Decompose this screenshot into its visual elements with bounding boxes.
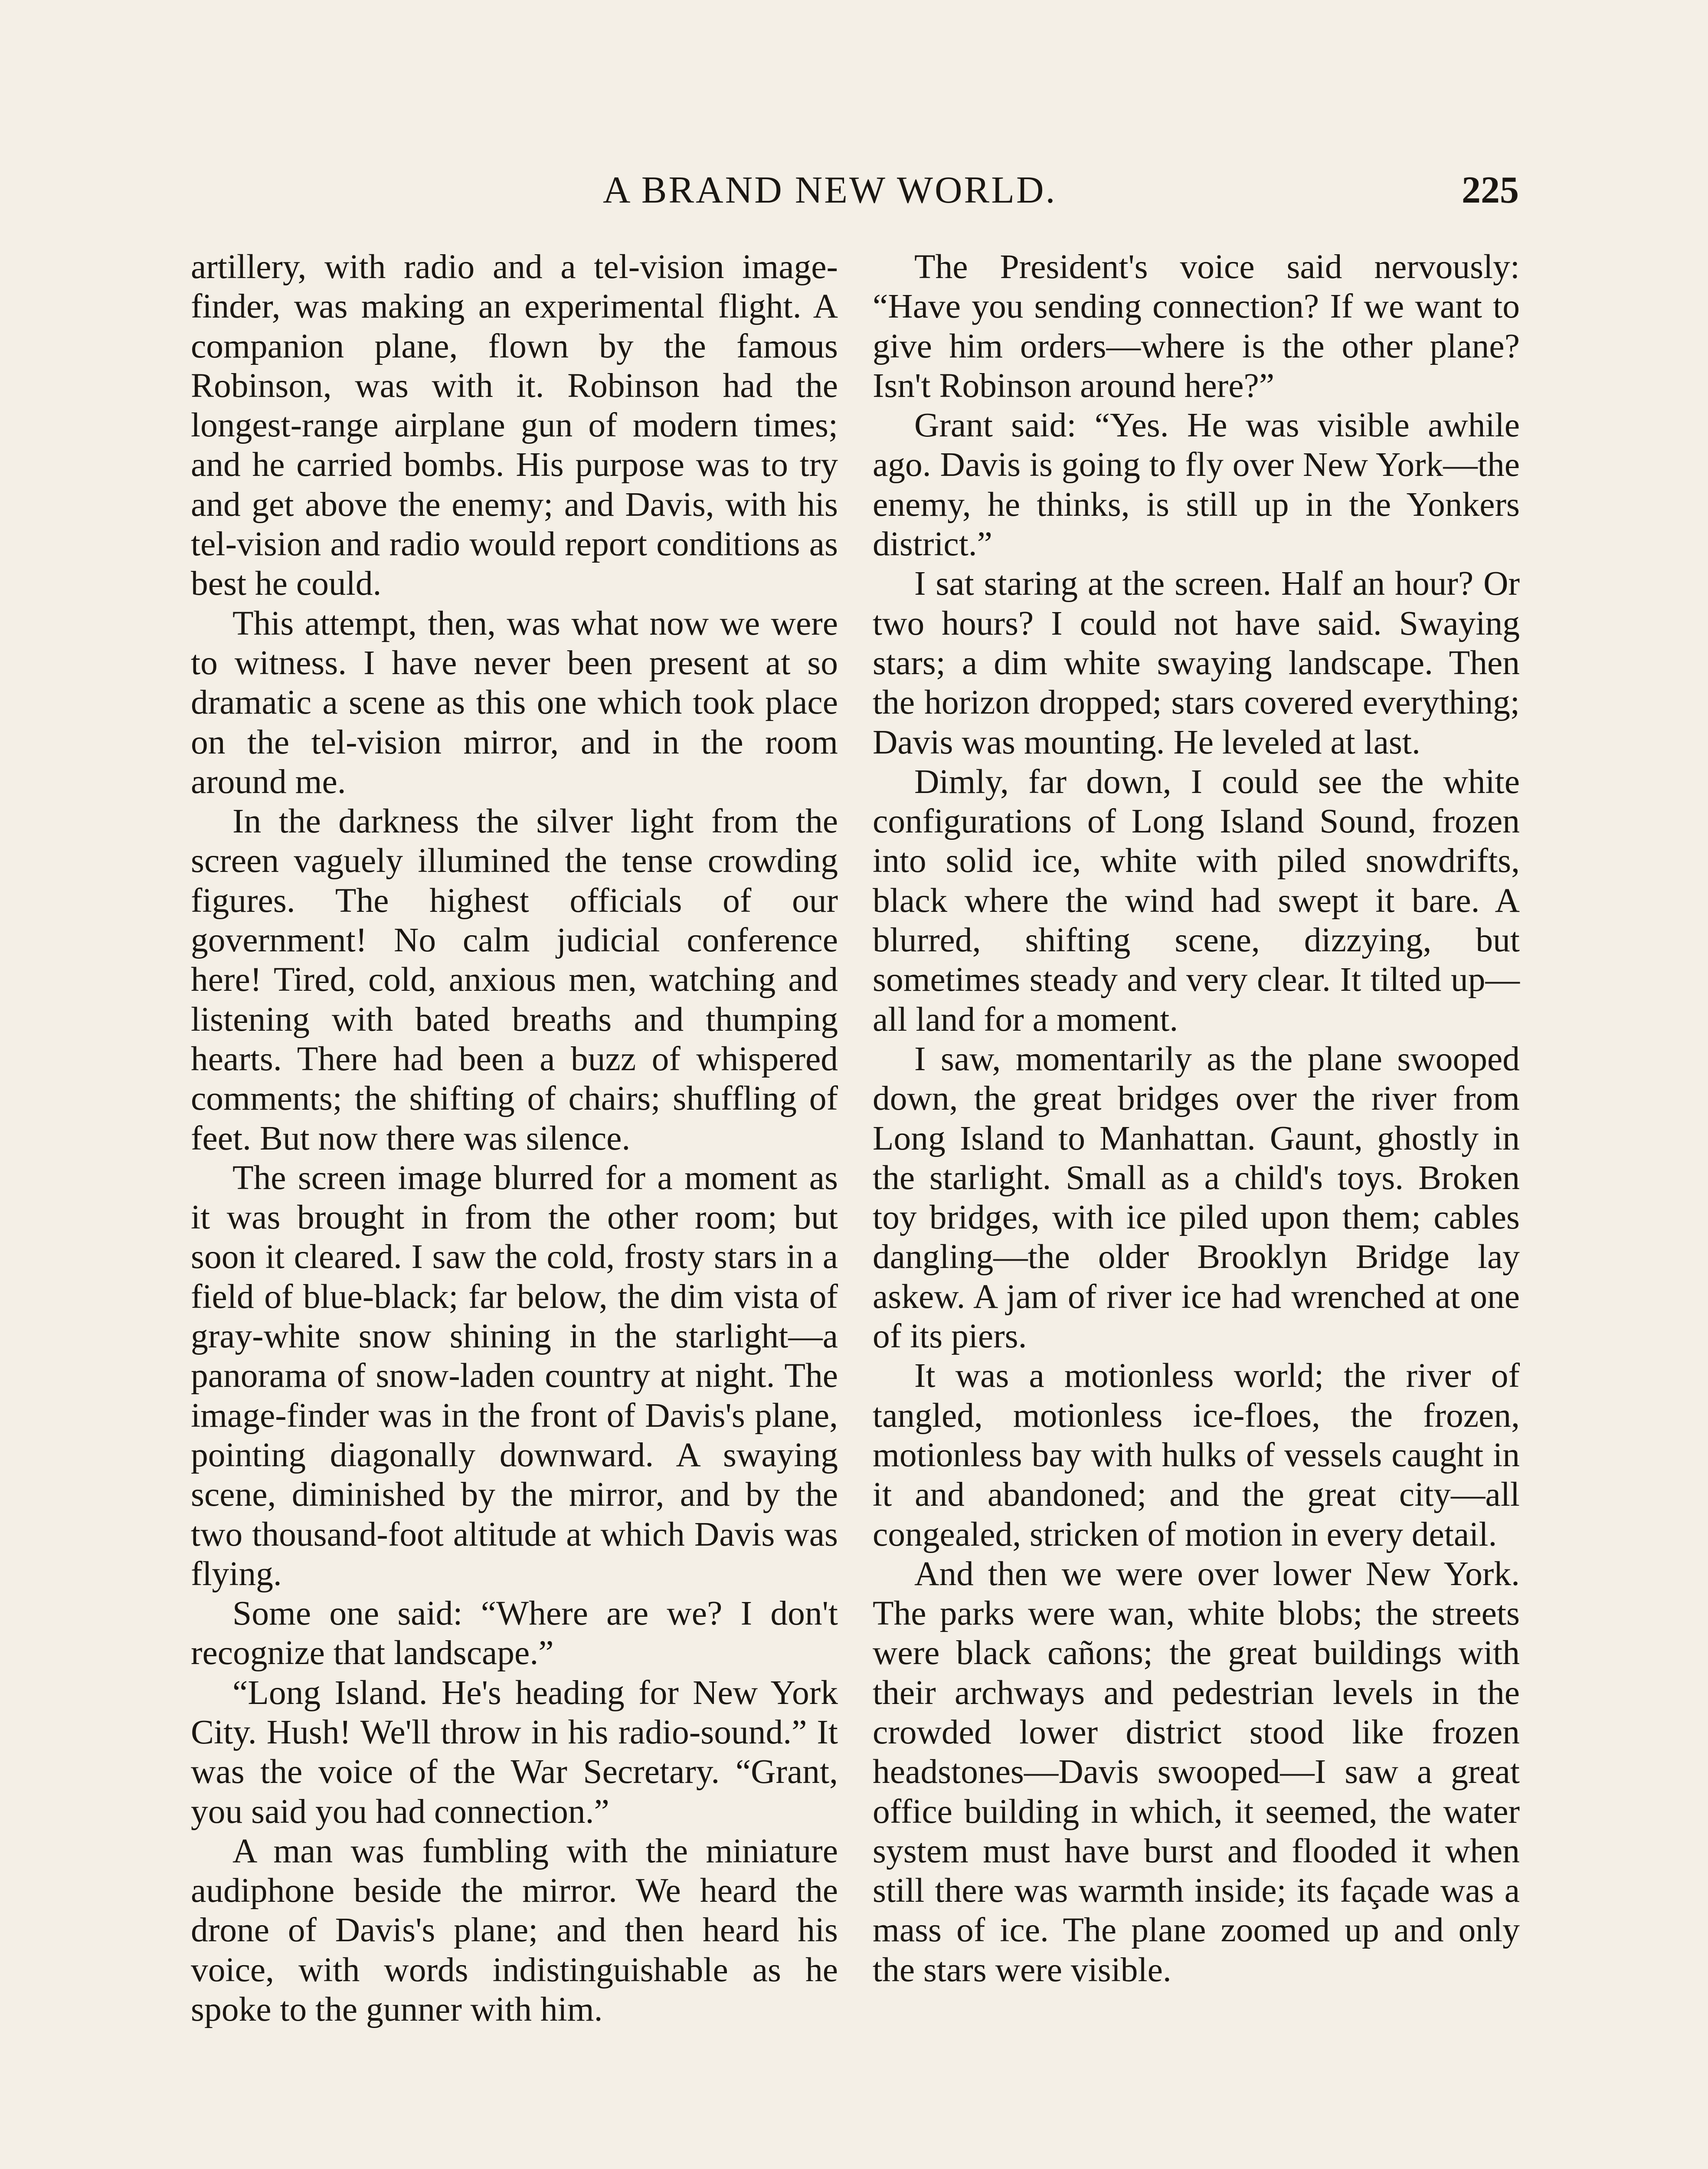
paragraph: And then we were over lower New York. The parks were wan, white blobs; the streets were black cañons; the great buildings with their archways and pedestrian levels in the crowded lower district stood like frozen headstones—Davis swooped—I saw a great office building in which, it seemed, the water system must have burst and flooded it when still there was warmth inside; its façade was a mass of ice. The plane zoomed up and only the stars were visible. bbox=[873, 1554, 1520, 1989]
paragraph: In the darkness the silver light from the screen vaguely illumined the tense crowding figures. The highest officials of our government! No calm judicial conference here! Tired, cold, anxious men, watching and listening with bated breaths and thumping hearts. There had been a buzz of whispered comments; the shifting of chairs; shuffling of feet. But now there was silence. bbox=[191, 802, 838, 1157]
page-number: 225 bbox=[1462, 169, 1519, 211]
paragraph: Dimly, far down, I could see the white configurations of Long Island Sound, frozen into solid ice, white with piled snowdrifts, black where the wind had swept it bare. A blurred, shifting scene, dizzying, but sometimes steady and very clear. It tilted up—all land for a moment. bbox=[873, 762, 1520, 1039]
paragraph: artillery, with radio and a tel-vision image-finder, was making an experimental flight. A companion plane, flown by the famous Robinson, was with it. Robinson had the longest-range airplane gun of modern times; and he carried bombs. His purpose was to try and get above the enemy; and Davis, with his tel-vision and radio would report conditions as best he could. bbox=[191, 248, 838, 603]
running-title: A BRAND NEW WORLD. bbox=[603, 169, 1057, 211]
paragraph: The screen image blurred for a moment as it was brought in from the other room; but soon it cleared. I saw the cold, frosty stars in a field of blue-black; far below, the dim vista of gray-white snow shining in the starlight—a panorama of snow-laden country at night. The image-finder was in the front of Davis's plane, pointing diagonally downward. A swaying scene, diminished by the mirror, and by the two thousand-foot altitude at which Davis was flying. bbox=[191, 1158, 838, 1593]
left-column bbox=[191, 247, 838, 2029]
paragraph: Grant said: “Yes. He was visible awhile ago. Davis is going to fly over New York—the enemy, he thinks, is still up in the Yonkers district.” bbox=[873, 406, 1520, 564]
paragraph: “Long Island. He's heading for New York City. Hush! We'll throw in his radio-sound.” It was the voice of the War Secretary. “Grant, you said you had connection.” bbox=[191, 1673, 838, 1831]
right-column bbox=[873, 247, 1520, 1990]
paragraph: Some one said: “Where are we? I don't recognize that landscape.” bbox=[191, 1594, 838, 1672]
paragraph: A man was fumbling with the miniature audiphone beside the mirror. We heard the drone of Davis's plane; and then heard his voice, with words indistinguishable as he spoke to the gunner with him. bbox=[191, 1832, 838, 2029]
paragraph: I sat staring at the screen. Half an hour? Or two hours? I could not have said. Swaying stars; a dim white swaying landscape. Then the horizon dropped; stars covered everything; Davis was mounting. He leveled at last. bbox=[873, 564, 1520, 761]
paragraph: This attempt, then, was what now we were to witness. I have never been present at so dramatic a scene as this one which took place on the tel-vision mirror, and in the room around me. bbox=[191, 604, 838, 801]
paragraph: It was a motionless world; the river of tangled, motionless ice-floes, the frozen, motionless bay with hulks of vessels caught in it and abandoned; and the great city—all congealed, stricken of motion in every detail. bbox=[873, 1356, 1520, 1553]
paragraph: I saw, momentarily as the plane swooped down, the great bridges over the river from Long Island to Manhattan. Gaunt, ghostly in the starlight. Small as a child's toys. Broken toy bridges, with ice piled upon them; cables dangling—the older Brooklyn Bridge lay askew. A jam of river ice had wrenched at one of its piers. bbox=[873, 1039, 1520, 1356]
paragraph: The President's voice said nervously: “Have you sending connection? If we want to give him orders—where is the other plane? Isn't Robinson around here?” bbox=[873, 248, 1520, 405]
